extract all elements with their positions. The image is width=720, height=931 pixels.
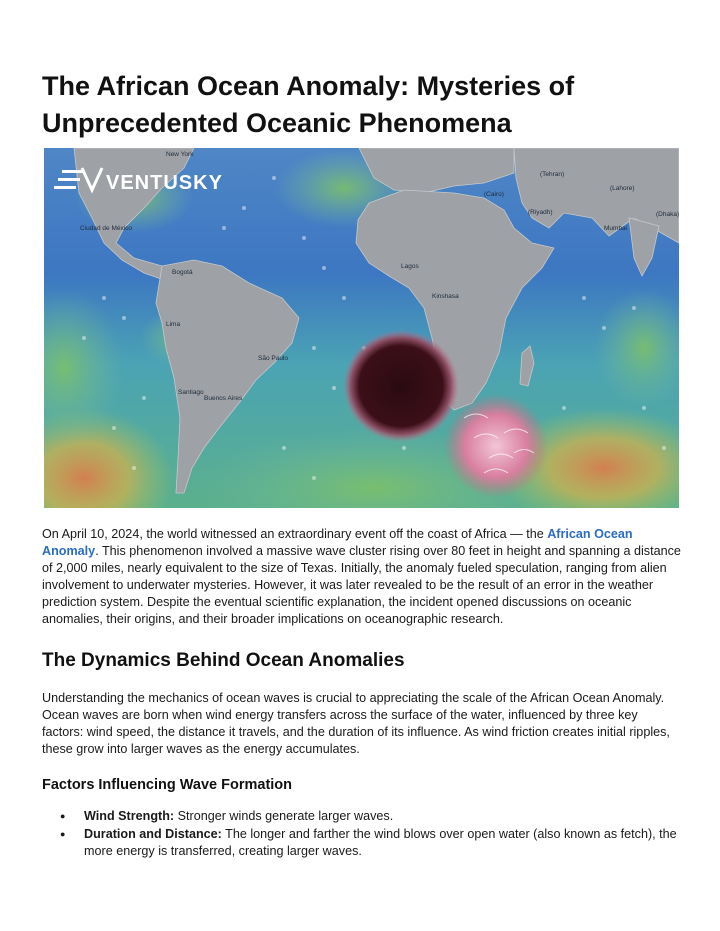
list-item-term: Duration and Distance: (84, 827, 222, 841)
list-item-term: Wind Strength: (84, 809, 175, 823)
african-ocean-anomaly-link[interactable]: African Ocean Anomaly (42, 527, 633, 558)
list-item-text: The longer and farther the wind blows over open water (also known as fetch), the more energy is transferred, creating larger waves. (84, 827, 677, 858)
wave-map-image (44, 148, 679, 508)
page-title: The African Ocean Anomaly: Mysteries of Unprecedented Oceanic Phenomena (42, 71, 575, 138)
map-label: Lagos (401, 263, 419, 270)
map-label: Ciudad de México (80, 225, 133, 232)
map-label: Santiago (178, 389, 204, 396)
intro-paragraph (42, 526, 682, 628)
intro-text-before: On April 10, 2024, the world witnessed an extraordinary event off the coast of Africa — the (42, 527, 548, 541)
subsection-heading: Factors Influencing Wave Formation (42, 777, 293, 793)
map-label: (Lahore) (610, 185, 635, 192)
map-label: São Paulo (258, 355, 288, 362)
intro-text-after: . This phenomenon involved a massive wave cluster rising over 80 feet in height and spanning a distance of 2,000 miles, nearly equivalent to the size of Texas. Initially, the anomaly fueled speculation, ranging from alien involvement to underwater mysteries. However, it was later revealed to be the result of an error in the weather prediction system. Despite the eventual scientific explanation, the incident opened discussions on oceanic anomalies, their origins, and their broader implications on oceanographic research. (42, 544, 681, 626)
bullet-list (42, 808, 682, 861)
map-label: Bogotá (172, 269, 193, 276)
section-heading: The Dynamics Behind Ocean Anomalies (42, 650, 405, 671)
map-label: Lima (166, 321, 181, 328)
map-label: (Dhaka) (656, 211, 679, 218)
map-label: Kinshasa (432, 293, 459, 300)
map-label: Mumbai (604, 225, 628, 232)
map-label: (Tehran) (540, 171, 565, 178)
list-item-text: Stronger winds generate larger waves. (174, 809, 394, 823)
map-label: (Cairo) (484, 191, 504, 198)
wave-map-svg (44, 148, 679, 508)
map-label: New York (166, 151, 194, 158)
section-paragraph: Understanding the mechanics of ocean waves is crucial to appreciating the scale of the African Ocean Anomaly. Ocean waves are born when wind energy transfers across the surface of the water, influenced by three key factors: wind speed, the distance it travels, and the duration of its influence. As wind friction creates initial ripples, these grow into larger waves as the energy accumulates. (42, 691, 670, 756)
list-item (42, 826, 682, 860)
list-item (42, 808, 682, 825)
map-label: Buenos Aires (204, 395, 243, 402)
map-label: (Riyadh) (528, 209, 553, 216)
brand-name: VENTUSKY (106, 172, 223, 194)
